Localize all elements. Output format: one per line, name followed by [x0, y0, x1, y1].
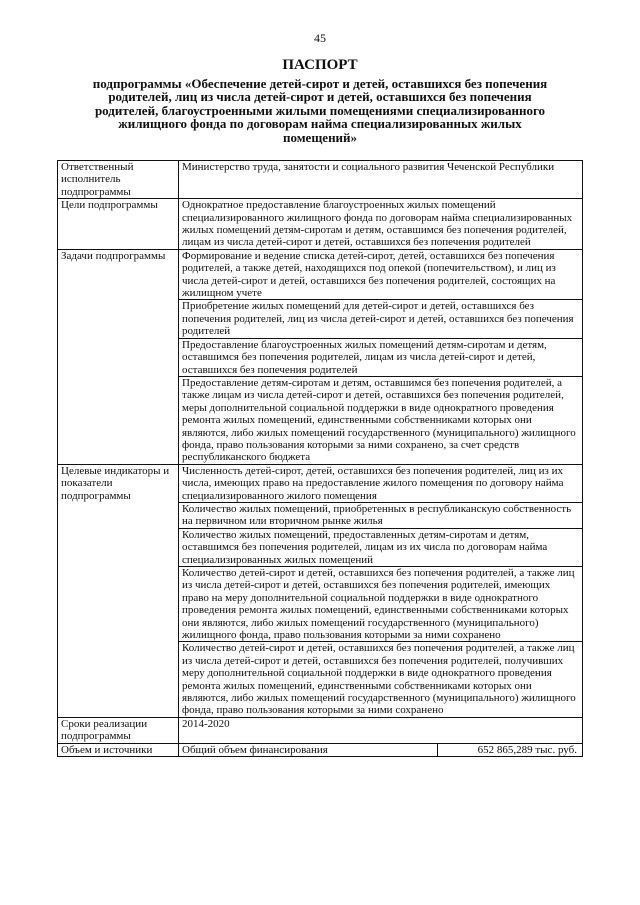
row-value: Министерство труда, занятости и социального развития Чеченской Республики [179, 161, 583, 199]
row-label: Целевые индикаторы и показатели подпрограммы [58, 464, 179, 717]
row-label: Сроки реализации подпрограммы [58, 717, 179, 743]
row-value: Количество детей-сирот и детей, оставшихся без попечения родителей, а также лиц из числа детей-сирот и детей, оставшихся без попечения родителей, имеющих право на меру дополнительной социальной поддержки в виде однократного проведения ремонта жилых помещений, единственными собственниками которых они являются, либо жилых помещений государственного (муниципального) жилищного фонда, право пользования которыми за ними сохранено [179, 567, 583, 642]
row-value: Приобретение жилых помещений для детей-сирот и детей, оставшихся без попечения родителей, лиц из числа детей-сирот и детей, оставшихся без попечения родителей [179, 300, 583, 338]
row-label: Цели подпрограммы [58, 199, 179, 250]
funding-amount: 652 865,289 тыс. руб. [477, 743, 577, 756]
row-label: Задачи подпрограммы [58, 249, 179, 464]
table-row [58, 199, 583, 250]
row-value: Формирование и ведение списка детей-сирот, детей, оставшихся без попечения родителей, а также детей, находящихся под опекой (попечительством), и лиц из числа детей-сирот и детей, оставшихся без попечения родителей, состоящих на жилищном учете [179, 249, 583, 300]
table-row [58, 743, 583, 756]
row-label: Ответственный исполнитель подпрограммы [58, 161, 179, 199]
funding-text: Общий объем финансирования [182, 743, 328, 756]
table-row [58, 249, 583, 300]
table-row [58, 717, 583, 743]
row-value: Количество детей-сирот и детей, оставшихся без попечения родителей, а также лиц из числа детей-сирот и детей, оставшихся без попечения родителей, получивших меру дополнительной социальной поддержки в виде однократного проведения ремонта жилых помещений, единственными собственниками которых они являются, либо жилых помещений государственного (муниципального) жилищного фонда, право пользования которыми за ними сохранено [179, 642, 583, 717]
row-value: Количество жилых помещений, предоставленных детям-сиротам и детям, оставшимся без попечения родителей, лицам из их числа по договорам найма специализированных жилых помещений [179, 528, 583, 566]
document-title: ПАСПОРТ [282, 57, 358, 73]
table-row [58, 464, 583, 502]
row-value: Однократное предоставление благоустроенных жилых помещений специализированного жилищного фонда по договорам найма специализированных жилых помещений детям-сиротам и детям, оставшимся без попечения родителей, лицам из числа детей-сирот и детей, оставшихся без попечения родителей [179, 199, 583, 250]
row-value: Предоставление детям-сиротам и детям, оставшимся без попечения родителей, а также лицам из числа детей-сирот и детей, оставшихся без попечения родителей, меры дополнительной социальной поддержки в виде однократного проведения ремонта жилых помещений, единственными собственниками которых они являются, либо жилых помещений государственного (муниципального) жилищного фонда, право пользования которыми за ними сохранено, за счет средств республиканского бюджета [179, 376, 583, 464]
row-value: Предоставление благоустроенных жилых помещений детям-сиротам и детям, оставшимся без попечения родителей, лицам из числа детей-сирот и детей, оставшихся без попечения родителей [179, 338, 583, 376]
table-row [58, 161, 583, 199]
row-value: Количество жилых помещений, приобретенных в республиканскую собственность на первичном или вторичном рынке жилья [179, 502, 583, 528]
funding-cell [179, 743, 583, 756]
row-value: 2014-2020 [179, 717, 583, 743]
cell-divider [437, 744, 438, 756]
row-label: Объем и источники [58, 743, 179, 756]
document-subtitle: подпрограммы «Обеспечение детей-сирот и детей, оставшихся без попечения родителей, лиц из числа детей-сирот и детей, оставшихся без попечения родителей, благоустроенными жилыми помещениями специализированного жилищного фонда по договорам найма специализированных жилых помещений» [92, 76, 548, 145]
passport-table [57, 160, 583, 757]
page-number: 45 [314, 31, 326, 45]
row-value: Численность детей-сирот, детей, оставшихся без попечения родителей, лиц из их числа, имеющих право на предоставление жилого помещения по договору найма специализированного жилого помещения [179, 464, 583, 502]
